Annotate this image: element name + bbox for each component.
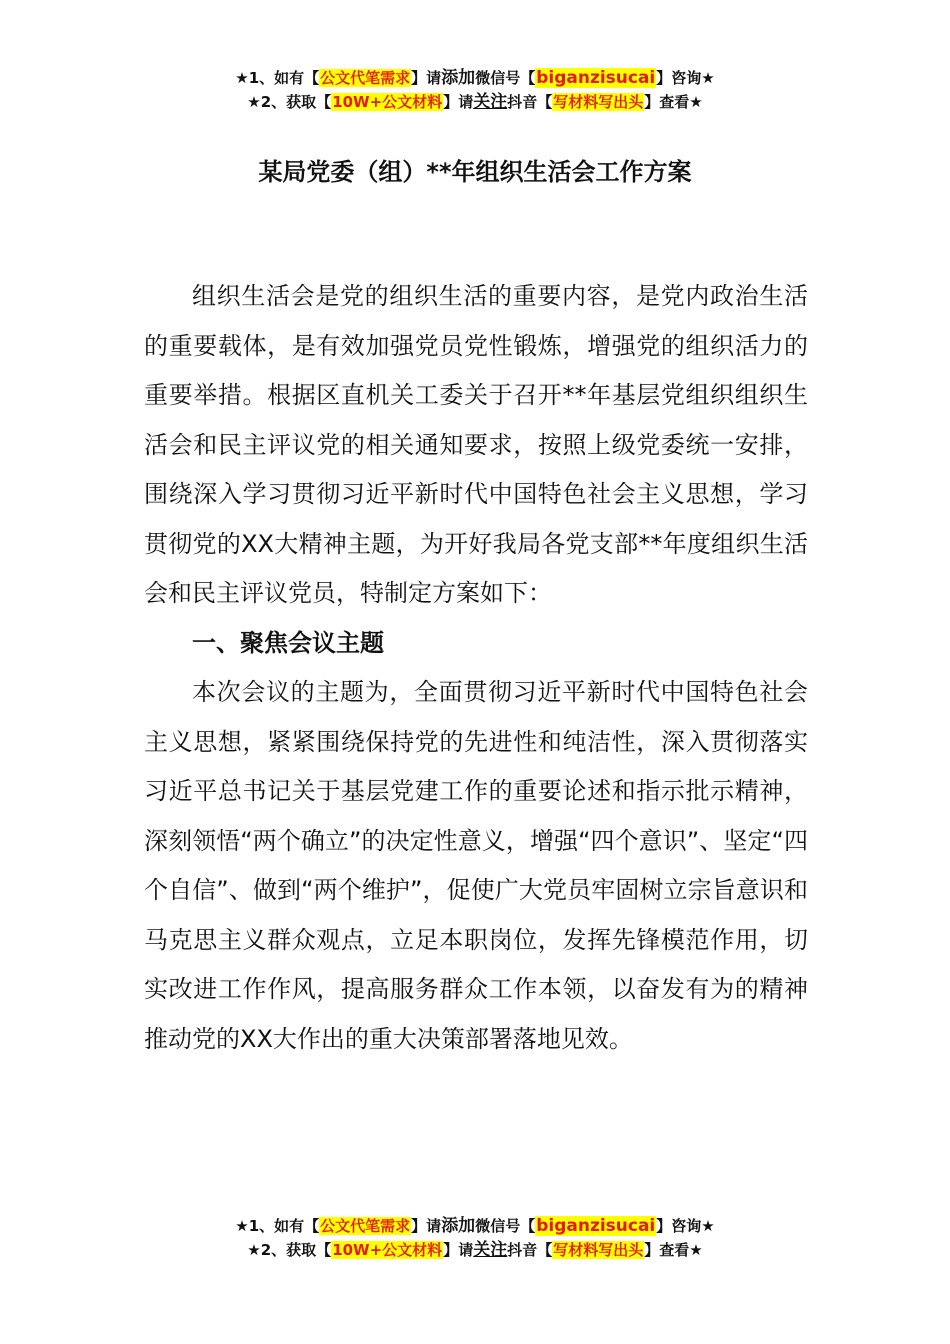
banner-text: 】请 — [411, 1217, 442, 1235]
banner-line-2 — [0, 90, 950, 114]
header-banner — [0, 66, 950, 114]
section-heading: 一、聚焦会议主题 — [192, 628, 384, 657]
banner-text: ★2、获取【 — [247, 1241, 332, 1259]
document-body — [144, 272, 808, 1064]
banner-text: 】咨询★ — [656, 1217, 715, 1235]
banner-line-1 — [0, 66, 950, 90]
banner-highlight: 10W+公文材料 — [332, 93, 443, 111]
banner-emphasis: 添加 — [441, 1216, 476, 1236]
banner-douyin-id: 写材料写出头 — [553, 93, 644, 111]
banner-wechat-id: biganzisucai — [536, 68, 656, 88]
banner-text: 】咨询★ — [656, 69, 715, 87]
banner-line-1 — [0, 1214, 950, 1238]
banner-text: 】请 — [443, 93, 474, 111]
banner-wechat-id: biganzisucai — [536, 1216, 656, 1236]
banner-text: 】查看★ — [644, 1241, 703, 1259]
banner-text: 微信号【 — [475, 69, 536, 87]
banner-text: 抖音【 — [507, 93, 553, 111]
banner-highlight: 公文代笔需求 — [320, 69, 411, 87]
banner-line-2 — [0, 1238, 950, 1262]
banner-emphasis: 关注 — [473, 92, 508, 112]
banner-highlight: 公文代笔需求 — [320, 1217, 411, 1235]
footer-banner — [0, 1214, 950, 1262]
banner-text: 抖音【 — [507, 1241, 553, 1259]
banner-text: 】查看★ — [644, 93, 703, 111]
paragraph-theme: 本次会议的主题为，全面贯彻习近平新时代中国特色社会主义思想，紧紧围绕保持党的先进性和纯洁性，深入贯彻落实习近平总书记关于基层党建工作的重要论述和指示批示精神，深刻领悟“两个确立”的决定性意义，增强“四个意识”、坚定“四个自信”、做到“两个维护”，促使广大党员牢固树立宗旨意识和马克思主义群众观点，立足本职岗位，发挥先锋模范作用，切实改进工作作风，提高服务群众工作本领，以奋发有为的精神推动党的XX大作出的重大决策部署落地见效。 — [144, 678, 808, 1053]
banner-text: ★1、如有【 — [235, 69, 320, 87]
banner-text: ★2、获取【 — [247, 93, 332, 111]
banner-emphasis: 关注 — [473, 1240, 508, 1260]
banner-douyin-id: 写材料写出头 — [553, 1241, 644, 1259]
banner-text: 微信号【 — [475, 1217, 536, 1235]
banner-highlight: 10W+公文材料 — [332, 1241, 443, 1259]
document-title: 某局党委（组）**年组织生活会工作方案 — [258, 158, 692, 186]
banner-emphasis: 添加 — [441, 68, 476, 88]
banner-text: 】请 — [443, 1241, 474, 1259]
banner-text: ★1、如有【 — [235, 1217, 320, 1235]
banner-text: 】请 — [411, 69, 442, 87]
paragraph-intro: 组织生活会是党的组织生活的重要内容，是党内政治生活的重要载体，是有效加强党员党性锻炼，增强党的组织活力的重要举措。根据区直机关工委关于召开**年基层党组织组织生活会和民主评议党的相关通知要求，按照上级党委统一安排，围绕深入学习贯彻习近平新时代中国特色社会主义思想，学习贯彻党的XX大精神主题，为开好我局各党支部**年度组织生活会和民主评议党员，特制定方案如下： — [144, 282, 808, 607]
